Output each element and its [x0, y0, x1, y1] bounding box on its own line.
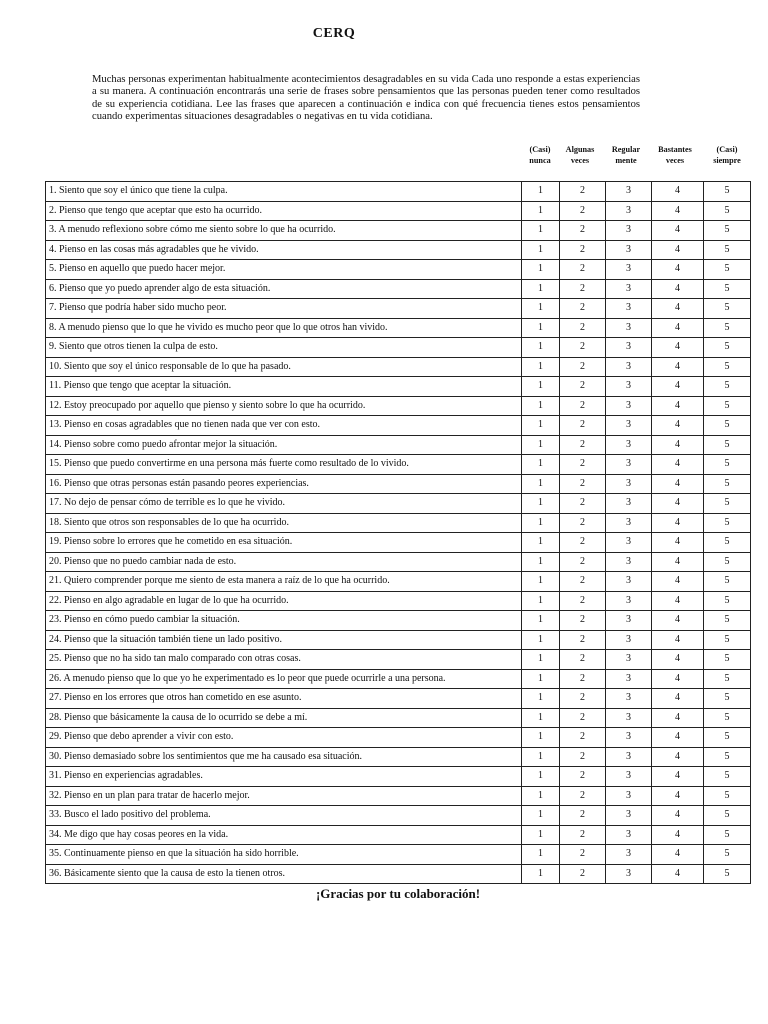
rating-option-1[interactable]: 1 [522, 708, 560, 728]
item-statement: 18. Siento que otros son responsables de lo que ha ocurrido. [46, 513, 522, 533]
rating-option-1[interactable]: 1 [522, 845, 560, 865]
rating-option-1[interactable]: 1 [522, 240, 560, 260]
rating-option-5[interactable]: 5 [704, 728, 751, 748]
rating-option-1[interactable]: 1 [522, 474, 560, 494]
rating-option-4[interactable]: 4 [652, 669, 704, 689]
rating-option-3[interactable]: 3 [606, 611, 652, 631]
item-statement: 30. Pienso demasiado sobre los sentimientos que me ha causado esa situación. [46, 747, 522, 767]
rating-option-4[interactable]: 4 [652, 299, 704, 319]
rating-option-2[interactable]: 2 [560, 201, 606, 221]
rating-option-1[interactable]: 1 [522, 357, 560, 377]
rating-option-4[interactable]: 4 [652, 318, 704, 338]
rating-option-4[interactable]: 4 [652, 786, 704, 806]
rating-option-3[interactable]: 3 [606, 279, 652, 299]
item-statement: 32. Pienso en un plan para tratar de hacerlo mejor. [46, 786, 522, 806]
rating-option-1[interactable]: 1 [522, 552, 560, 572]
item-statement: 2. Pienso que tengo que aceptar que esto ha ocurrido. [46, 201, 522, 221]
rating-option-1[interactable]: 1 [522, 396, 560, 416]
table-row [46, 260, 751, 280]
rating-option-2[interactable]: 2 [560, 357, 606, 377]
rating-option-3[interactable]: 3 [606, 201, 652, 221]
scale-header-1: (Casi) nunca [529, 145, 551, 165]
rating-option-5[interactable]: 5 [704, 357, 751, 377]
scale-header-4: Bastantes veces [658, 145, 692, 165]
rating-option-1[interactable]: 1 [522, 338, 560, 358]
rating-option-3[interactable]: 3 [606, 572, 652, 592]
rating-option-3[interactable]: 3 [606, 650, 652, 670]
rating-option-1[interactable]: 1 [522, 630, 560, 650]
rating-option-5[interactable]: 5 [704, 708, 751, 728]
rating-option-1[interactable]: 1 [522, 513, 560, 533]
item-statement: 1. Siento que soy el único que tiene la culpa. [46, 182, 522, 202]
rating-option-3[interactable]: 3 [606, 669, 652, 689]
rating-option-4[interactable]: 4 [652, 728, 704, 748]
rating-option-4[interactable]: 4 [652, 552, 704, 572]
rating-option-4[interactable]: 4 [652, 767, 704, 787]
table-row [46, 611, 751, 631]
rating-option-2[interactable]: 2 [560, 630, 606, 650]
rating-option-2[interactable]: 2 [560, 513, 606, 533]
table-row [46, 747, 751, 767]
rating-option-2[interactable]: 2 [560, 767, 606, 787]
scale-header-2: Algunas veces [565, 145, 595, 165]
rating-option-1[interactable]: 1 [522, 728, 560, 748]
thank-you-message: ¡Gracias por tu colaboración! [315, 886, 481, 901]
rating-option-1[interactable]: 1 [522, 455, 560, 475]
item-statement: 9. Siento que otros tienen la culpa de esto. [46, 338, 522, 358]
rating-option-3[interactable]: 3 [606, 416, 652, 436]
rating-option-4[interactable]: 4 [652, 279, 704, 299]
rating-option-1[interactable]: 1 [522, 260, 560, 280]
item-statement: 17. No dejo de pensar cómo de terrible es lo que he vivido. [46, 494, 522, 514]
rating-option-1[interactable]: 1 [522, 416, 560, 436]
item-statement: 25. Pienso que no ha sido tan malo comparado con otras cosas. [46, 650, 522, 670]
item-statement: 20. Pienso que no puedo cambiar nada de esto. [46, 552, 522, 572]
rating-option-3[interactable]: 3 [606, 689, 652, 709]
rating-option-5[interactable]: 5 [704, 513, 751, 533]
rating-option-4[interactable]: 4 [652, 650, 704, 670]
item-statement: 10. Siento que soy el único responsable de lo que ha pasado. [46, 357, 522, 377]
table-row [46, 455, 751, 475]
rating-option-4[interactable]: 4 [652, 611, 704, 631]
rating-option-3[interactable]: 3 [606, 377, 652, 397]
item-statement: 5. Pienso en aquello que puedo hacer mejor. [46, 260, 522, 280]
rating-option-5[interactable]: 5 [704, 747, 751, 767]
rating-option-2[interactable]: 2 [560, 435, 606, 455]
rating-option-5[interactable]: 5 [704, 201, 751, 221]
rating-option-1[interactable]: 1 [522, 318, 560, 338]
rating-option-4[interactable]: 4 [652, 513, 704, 533]
rating-option-3[interactable]: 3 [606, 864, 652, 884]
item-statement: 12. Estoy preocupado por aquello que pienso y siento sobre lo que ha ocurrido. [46, 396, 522, 416]
item-statement: 29. Pienso que debo aprender a vivir con esto. [46, 728, 522, 748]
rating-option-5[interactable]: 5 [704, 591, 751, 611]
rating-option-4[interactable]: 4 [652, 864, 704, 884]
item-statement: 34. Me digo que hay cosas peores en la vida. [46, 825, 522, 845]
rating-option-3[interactable]: 3 [606, 533, 652, 553]
item-statement: 4. Pienso en las cosas más agradables que he vivido. [46, 240, 522, 260]
questionnaire-rows [46, 182, 751, 884]
rating-option-2[interactable]: 2 [560, 377, 606, 397]
rating-option-2[interactable]: 2 [560, 299, 606, 319]
rating-option-1[interactable]: 1 [522, 494, 560, 514]
rating-option-3[interactable]: 3 [606, 552, 652, 572]
rating-option-5[interactable]: 5 [704, 845, 751, 865]
rating-option-5[interactable]: 5 [704, 669, 751, 689]
rating-option-5[interactable]: 5 [704, 474, 751, 494]
table-row [46, 357, 751, 377]
rating-option-5[interactable]: 5 [704, 240, 751, 260]
table-row [46, 318, 751, 338]
item-statement: 14. Pienso sobre como puedo afrontar mejor la situación. [46, 435, 522, 455]
rating-option-5[interactable]: 5 [704, 377, 751, 397]
rating-option-4[interactable]: 4 [652, 689, 704, 709]
rating-option-4[interactable]: 4 [652, 474, 704, 494]
rating-option-5[interactable]: 5 [704, 494, 751, 514]
rating-option-3[interactable]: 3 [606, 338, 652, 358]
rating-option-1[interactable]: 1 [522, 825, 560, 845]
rating-option-4[interactable]: 4 [652, 260, 704, 280]
rating-option-5[interactable]: 5 [704, 396, 751, 416]
table-row [46, 416, 751, 436]
rating-option-2[interactable]: 2 [560, 221, 606, 241]
table-row [46, 864, 751, 884]
rating-option-4[interactable]: 4 [652, 182, 704, 202]
rating-option-1[interactable]: 1 [522, 435, 560, 455]
rating-option-4[interactable]: 4 [652, 396, 704, 416]
item-statement: 13. Pienso en cosas agradables que no tienen nada que ver con esto. [46, 416, 522, 436]
table-row [46, 474, 751, 494]
item-statement: 24. Pienso que la situación también tiene un lado positivo. [46, 630, 522, 650]
rating-option-2[interactable]: 2 [560, 786, 606, 806]
rating-option-2[interactable]: 2 [560, 455, 606, 475]
rating-option-5[interactable]: 5 [704, 864, 751, 884]
rating-option-2[interactable]: 2 [560, 240, 606, 260]
rating-option-2[interactable]: 2 [560, 552, 606, 572]
table-row [46, 767, 751, 787]
rating-option-1[interactable]: 1 [522, 279, 560, 299]
rating-option-3[interactable]: 3 [606, 630, 652, 650]
questionnaire-table [45, 181, 751, 884]
rating-option-3[interactable]: 3 [606, 435, 652, 455]
rating-option-5[interactable]: 5 [704, 416, 751, 436]
rating-option-1[interactable]: 1 [522, 689, 560, 709]
table-row [46, 708, 751, 728]
rating-option-2[interactable]: 2 [560, 689, 606, 709]
rating-option-4[interactable]: 4 [652, 416, 704, 436]
rating-option-2[interactable]: 2 [560, 845, 606, 865]
rating-option-4[interactable]: 4 [652, 201, 704, 221]
item-statement: 7. Pienso que podría haber sido mucho peor. [46, 299, 522, 319]
table-row [46, 435, 751, 455]
table-row [46, 221, 751, 241]
rating-option-2[interactable]: 2 [560, 825, 606, 845]
item-statement: 26. A menudo pienso que lo que yo he experimentado es lo peor que puede ocurrirle a una persona. [46, 669, 522, 689]
rating-option-4[interactable]: 4 [652, 591, 704, 611]
rating-option-4[interactable]: 4 [652, 357, 704, 377]
rating-option-5[interactable]: 5 [704, 279, 751, 299]
rating-option-4[interactable]: 4 [652, 533, 704, 553]
rating-option-2[interactable]: 2 [560, 279, 606, 299]
rating-option-3[interactable]: 3 [606, 318, 652, 338]
rating-option-1[interactable]: 1 [522, 767, 560, 787]
rating-option-5[interactable]: 5 [704, 825, 751, 845]
rating-option-4[interactable]: 4 [652, 377, 704, 397]
rating-option-2[interactable]: 2 [560, 494, 606, 514]
table-row [46, 279, 751, 299]
rating-option-3[interactable]: 3 [606, 221, 652, 241]
instructions-paragraph: Muchas personas experimentan habitualmente acontecimientos desagradables en su vida Cada uno responde a estas experiencias a su manera. A continuación encontrarás una serie de frases sobre pensamientos que las personas pueden tener como resultados de su experiencia cotidiana. Lee las frases que aparecen a continuación e indica con qué frecuencia tienes estos pensamientos cuando experimentas situaciones desagradables o negativas en tu vida cotidiana. [92, 74, 640, 123]
rating-option-2[interactable]: 2 [560, 650, 606, 670]
rating-option-3[interactable]: 3 [606, 845, 652, 865]
item-statement: 16. Pienso que otras personas están pasando peores experiencias. [46, 474, 522, 494]
rating-option-2[interactable]: 2 [560, 182, 606, 202]
table-row [46, 182, 751, 202]
rating-option-5[interactable]: 5 [704, 221, 751, 241]
rating-option-3[interactable]: 3 [606, 825, 652, 845]
rating-option-5[interactable]: 5 [704, 533, 751, 553]
item-statement: 28. Pienso que básicamente la causa de lo ocurrido se debe a mí. [46, 708, 522, 728]
table-row [46, 396, 751, 416]
rating-option-2[interactable]: 2 [560, 260, 606, 280]
item-statement: 8. A menudo pienso que lo que he vivido es mucho peor que lo que otros han vivido. [46, 318, 522, 338]
rating-option-3[interactable]: 3 [606, 299, 652, 319]
item-statement: 23. Pienso en cómo puedo cambiar la situación. [46, 611, 522, 631]
rating-option-2[interactable]: 2 [560, 864, 606, 884]
rating-option-4[interactable]: 4 [652, 455, 704, 475]
rating-option-2[interactable]: 2 [560, 338, 606, 358]
table-row [46, 825, 751, 845]
rating-option-3[interactable]: 3 [606, 494, 652, 514]
table-row [46, 338, 751, 358]
item-statement: 15. Pienso que puedo convertirme en una persona más fuerte como resultado de lo vivido. [46, 455, 522, 475]
item-statement: 21. Quiero comprender porque me siento de esta manera a raíz de lo que ha ocurrido. [46, 572, 522, 592]
rating-option-1[interactable]: 1 [522, 299, 560, 319]
rating-option-2[interactable]: 2 [560, 572, 606, 592]
rating-option-1[interactable]: 1 [522, 650, 560, 670]
rating-option-1[interactable]: 1 [522, 572, 560, 592]
rating-option-1[interactable]: 1 [522, 611, 560, 631]
rating-option-4[interactable]: 4 [652, 747, 704, 767]
table-row [46, 689, 751, 709]
table-row [46, 494, 751, 514]
item-statement: 6. Pienso que yo puedo aprender algo de esta situación. [46, 279, 522, 299]
rating-option-3[interactable]: 3 [606, 513, 652, 533]
item-statement: 22. Pienso en algo agradable en lugar de lo que ha ocurrido. [46, 591, 522, 611]
rating-option-2[interactable]: 2 [560, 533, 606, 553]
rating-option-1[interactable]: 1 [522, 182, 560, 202]
rating-option-3[interactable]: 3 [606, 260, 652, 280]
rating-option-3[interactable]: 3 [606, 240, 652, 260]
rating-option-3[interactable]: 3 [606, 357, 652, 377]
rating-option-4[interactable]: 4 [652, 708, 704, 728]
rating-option-5[interactable]: 5 [704, 806, 751, 826]
page-title: CERQ [312, 26, 356, 41]
scale-header-5: (Casi) siempre [713, 145, 741, 165]
rating-option-3[interactable]: 3 [606, 591, 652, 611]
rating-option-2[interactable]: 2 [560, 747, 606, 767]
table-row [46, 377, 751, 397]
rating-option-3[interactable]: 3 [606, 708, 652, 728]
item-statement: 35. Continuamente pienso en que la situación ha sido horrible. [46, 845, 522, 865]
table-row [46, 240, 751, 260]
rating-option-2[interactable]: 2 [560, 396, 606, 416]
rating-option-2[interactable]: 2 [560, 416, 606, 436]
rating-option-3[interactable]: 3 [606, 474, 652, 494]
item-statement: 27. Pienso en los errores que otros han cometido en ese asunto. [46, 689, 522, 709]
rating-option-4[interactable]: 4 [652, 221, 704, 241]
rating-option-5[interactable]: 5 [704, 299, 751, 319]
table-row [46, 669, 751, 689]
rating-option-5[interactable]: 5 [704, 650, 751, 670]
table-row [46, 728, 751, 748]
rating-option-5[interactable]: 5 [704, 689, 751, 709]
rating-option-1[interactable]: 1 [522, 201, 560, 221]
rating-option-3[interactable]: 3 [606, 728, 652, 748]
table-row [46, 591, 751, 611]
table-row [46, 299, 751, 319]
rating-option-3[interactable]: 3 [606, 806, 652, 826]
rating-option-2[interactable]: 2 [560, 669, 606, 689]
rating-option-5[interactable]: 5 [704, 767, 751, 787]
table-row [46, 650, 751, 670]
item-statement: 11. Pienso que tengo que aceptar la situación. [46, 377, 522, 397]
table-row [46, 513, 751, 533]
rating-option-5[interactable]: 5 [704, 435, 751, 455]
rating-option-5[interactable]: 5 [704, 260, 751, 280]
rating-option-1[interactable]: 1 [522, 864, 560, 884]
rating-option-2[interactable]: 2 [560, 611, 606, 631]
rating-option-4[interactable]: 4 [652, 494, 704, 514]
table-row [46, 845, 751, 865]
rating-option-3[interactable]: 3 [606, 786, 652, 806]
rating-option-5[interactable]: 5 [704, 630, 751, 650]
rating-option-4[interactable]: 4 [652, 806, 704, 826]
rating-option-4[interactable]: 4 [652, 572, 704, 592]
rating-option-5[interactable]: 5 [704, 611, 751, 631]
rating-option-2[interactable]: 2 [560, 728, 606, 748]
rating-option-5[interactable]: 5 [704, 552, 751, 572]
scale-header-3: Regular mente [611, 145, 641, 165]
table-row [46, 201, 751, 221]
rating-option-4[interactable]: 4 [652, 435, 704, 455]
rating-option-2[interactable]: 2 [560, 318, 606, 338]
table-row [46, 630, 751, 650]
rating-option-1[interactable]: 1 [522, 786, 560, 806]
rating-option-4[interactable]: 4 [652, 825, 704, 845]
rating-option-4[interactable]: 4 [652, 240, 704, 260]
rating-option-5[interactable]: 5 [704, 318, 751, 338]
rating-option-4[interactable]: 4 [652, 845, 704, 865]
rating-option-5[interactable]: 5 [704, 572, 751, 592]
rating-option-1[interactable]: 1 [522, 806, 560, 826]
table-row [46, 552, 751, 572]
rating-option-3[interactable]: 3 [606, 182, 652, 202]
item-statement: 19. Pienso sobre lo errores que he cometido en esa situación. [46, 533, 522, 553]
rating-option-5[interactable]: 5 [704, 338, 751, 358]
item-statement: 33. Busco el lado positivo del problema. [46, 806, 522, 826]
item-statement: 36. Básicamente siento que la causa de esto la tienen otros. [46, 864, 522, 884]
rating-option-1[interactable]: 1 [522, 377, 560, 397]
rating-option-3[interactable]: 3 [606, 396, 652, 416]
rating-option-2[interactable]: 2 [560, 806, 606, 826]
rating-option-4[interactable]: 4 [652, 338, 704, 358]
rating-option-5[interactable]: 5 [704, 455, 751, 475]
table-row [46, 786, 751, 806]
rating-option-1[interactable]: 1 [522, 747, 560, 767]
rating-option-4[interactable]: 4 [652, 630, 704, 650]
table-row [46, 533, 751, 553]
rating-option-2[interactable]: 2 [560, 708, 606, 728]
rating-option-1[interactable]: 1 [522, 533, 560, 553]
item-statement: 31. Pienso en experiencias agradables. [46, 767, 522, 787]
rating-option-1[interactable]: 1 [522, 591, 560, 611]
table-row [46, 572, 751, 592]
rating-option-3[interactable]: 3 [606, 455, 652, 475]
rating-option-3[interactable]: 3 [606, 747, 652, 767]
rating-option-3[interactable]: 3 [606, 767, 652, 787]
rating-option-1[interactable]: 1 [522, 221, 560, 241]
rating-option-5[interactable]: 5 [704, 786, 751, 806]
rating-option-2[interactable]: 2 [560, 474, 606, 494]
rating-option-5[interactable]: 5 [704, 182, 751, 202]
rating-option-1[interactable]: 1 [522, 669, 560, 689]
table-row [46, 806, 751, 826]
scale-header [520, 144, 750, 174]
item-statement: 3. A menudo reflexiono sobre cómo me siento sobre lo que ha ocurrido. [46, 221, 522, 241]
rating-option-2[interactable]: 2 [560, 591, 606, 611]
